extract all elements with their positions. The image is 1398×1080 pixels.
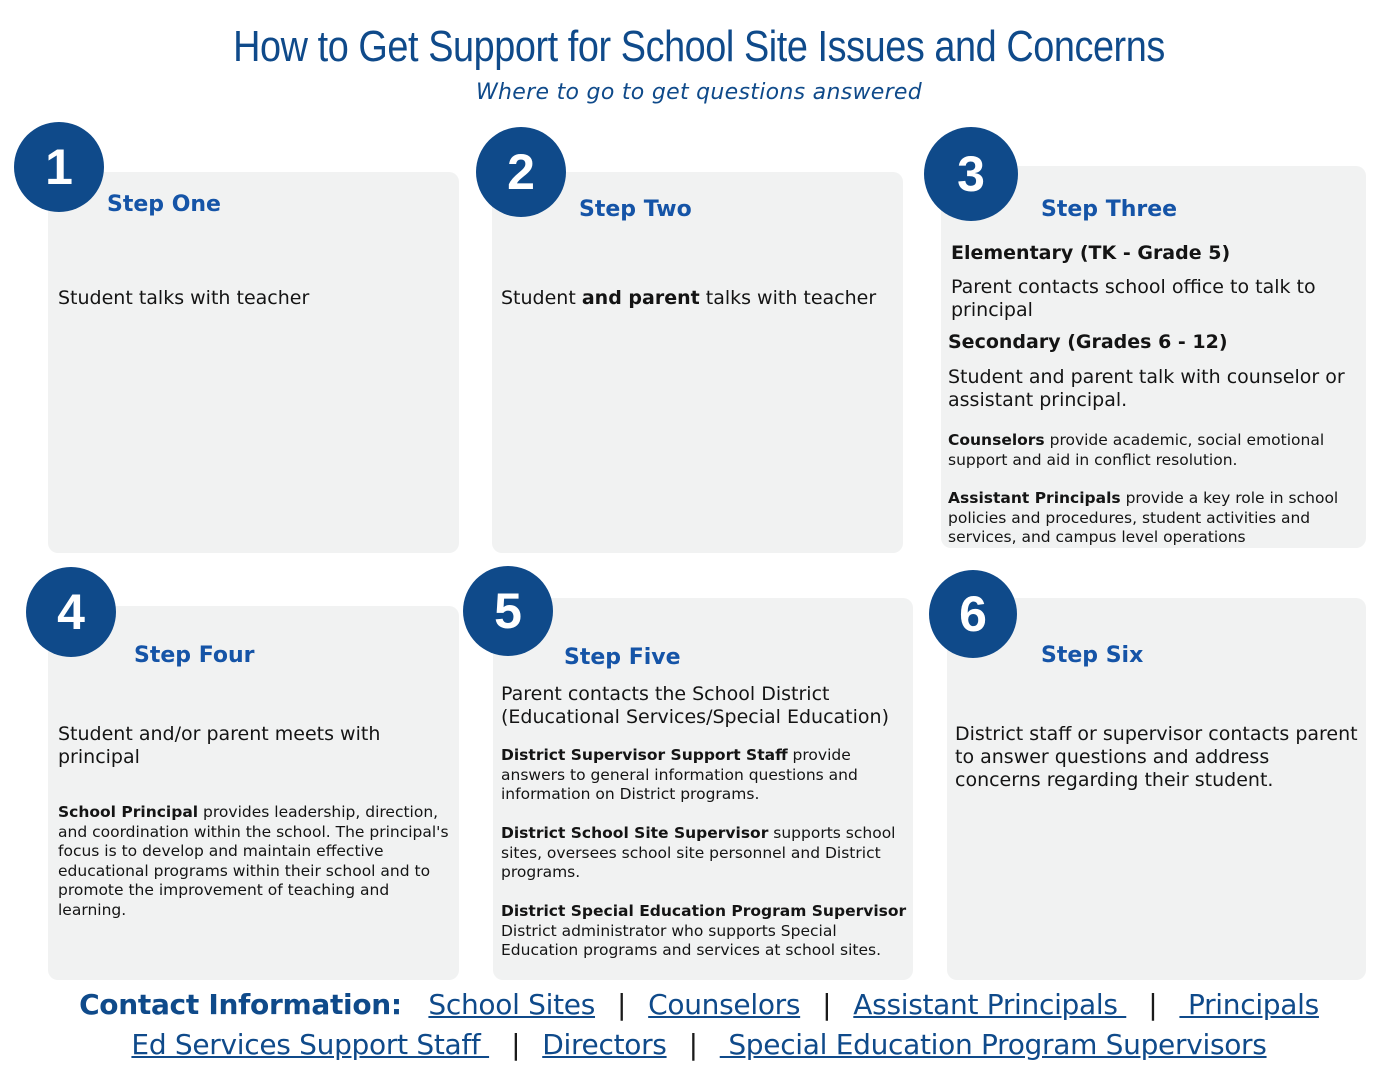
step-one-card	[48, 172, 459, 553]
page-title: How to Get Support for School Site Issues and Concerns	[233, 22, 1165, 71]
ed-services-support-staff-link[interactable]: Ed Services Support Staff	[131, 1028, 490, 1061]
step-title: Step Five	[564, 645, 681, 670]
step-text: Student talks with teacher	[58, 287, 310, 309]
step-text: Parent contacts the School District (Educational Services/Special Education)	[501, 683, 889, 728]
elementary-heading: Elementary (TK - Grade 5)	[951, 242, 1231, 264]
separator: |	[688, 1028, 698, 1061]
school-principal-description: School Principal provides leadership, direction, and coordination within the school. The principal's focus is to develop and maintain effective educational programs within their school and to promote the improvement of teaching and learning.	[58, 803, 449, 919]
assistant-principals-link[interactable]: Assistant Principals	[853, 988, 1127, 1021]
directors-link[interactable]: Directors	[542, 1028, 667, 1061]
district-supervisor-support-staff-description: District Supervisor Support Staff provide answers to general information questions and information on District programs.	[501, 746, 858, 803]
district-special-education-supervisor-description: District Special Education Program Supervisor District administrator who supports Special Education programs and services at school sites.	[501, 902, 907, 959]
district-school-site-supervisor-description: District School Site Supervisor supports school sites, oversees school site personnel and District programs.	[501, 824, 896, 881]
separator: |	[511, 1028, 521, 1061]
step-number-badge: 3	[924, 127, 1018, 221]
separator: |	[822, 988, 832, 1021]
step-title: Step Four	[134, 643, 255, 668]
secondary-text: Student and parent talk with counselor or assistant principal.	[948, 366, 1345, 411]
school-sites-link[interactable]: School Sites	[428, 988, 596, 1021]
separator: |	[617, 988, 627, 1021]
step-number-badge: 4	[26, 567, 116, 657]
step-title: Step Six	[1041, 643, 1144, 668]
step-title: Step One	[107, 192, 221, 217]
secondary-heading: Secondary (Grades 6 - 12)	[948, 331, 1228, 353]
step-title: Step Three	[1041, 197, 1178, 222]
special-education-program-supervisors-link[interactable]: Special Education Program Supervisors	[719, 1028, 1267, 1061]
contact-row-1	[0, 988, 1398, 1021]
separator: |	[1148, 988, 1158, 1021]
principals-link[interactable]: Principals	[1179, 988, 1319, 1021]
counselors-link[interactable]: Counselors	[648, 988, 801, 1021]
elementary-text: Parent contacts school office to talk to principal	[951, 276, 1316, 321]
step-number-badge: 5	[463, 566, 553, 656]
step-text: District staff or supervisor contacts parent to answer questions and address concerns regarding their student.	[955, 723, 1358, 791]
step-text: Student and/or parent meets with principal	[58, 723, 381, 768]
step-number-badge: 1	[14, 122, 104, 212]
counselors-description: Counselors provide academic, social emotional support and aid in conflict resolution.	[948, 431, 1325, 469]
page-subtitle: Where to go to get questions answered	[475, 80, 923, 105]
contact-label: Contact Information:	[79, 988, 402, 1021]
step-number-badge: 6	[929, 570, 1017, 658]
assistant-principals-description: Assistant Principals provide a key role in school policies and procedures, student activities and services, and campus level operations	[948, 489, 1339, 546]
step-number-badge: 2	[476, 127, 566, 217]
step-text: Student and parent talks with teacher	[501, 287, 877, 309]
contact-row-2	[0, 1028, 1398, 1061]
step-two-card	[492, 172, 903, 553]
step-title: Step Two	[579, 197, 692, 222]
